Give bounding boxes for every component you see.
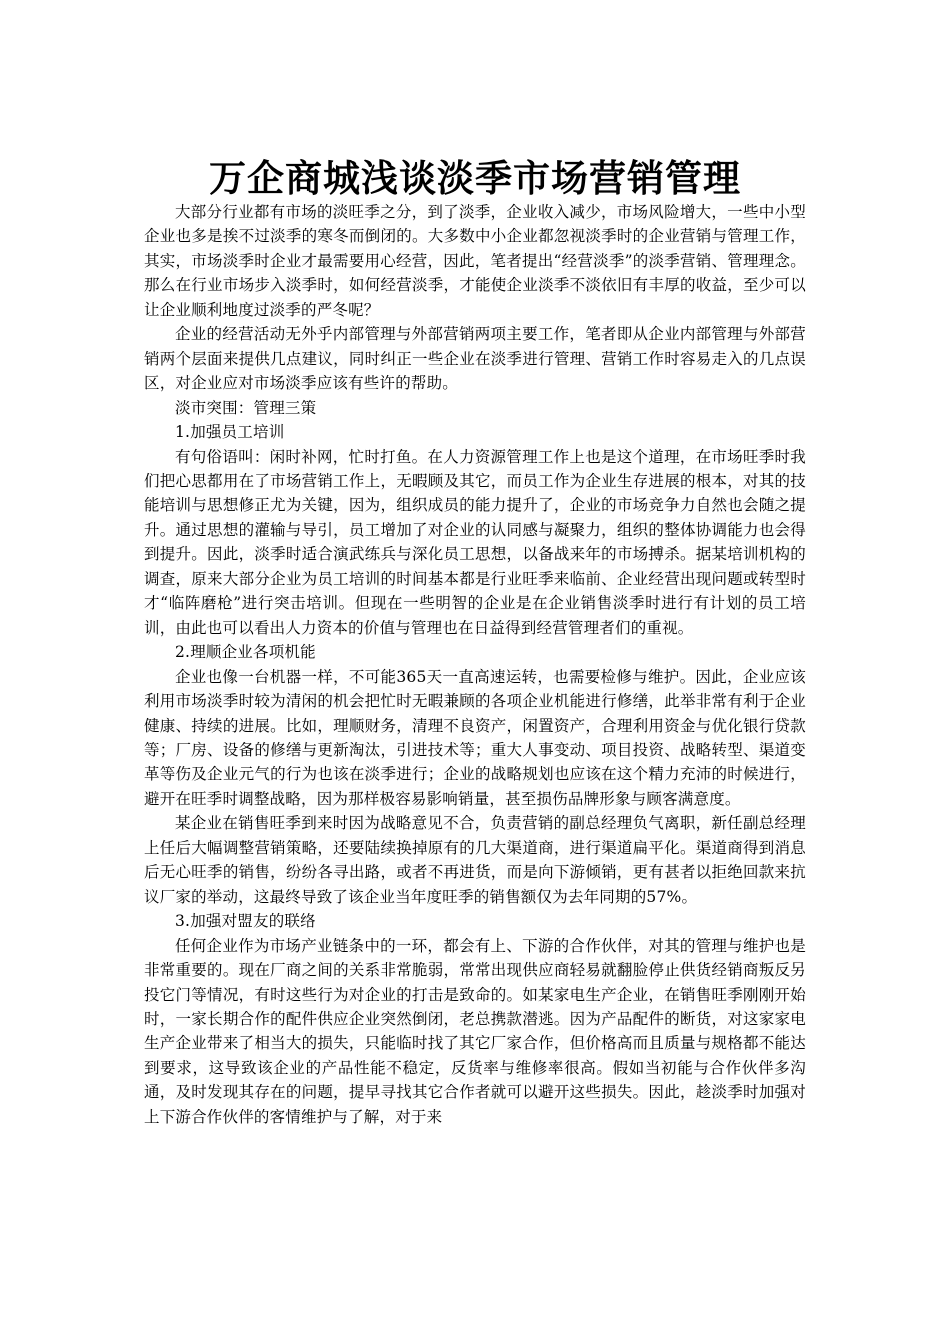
paragraph-overview: 企业的经营活动无外乎内部管理与外部营销两项主要工作，笔者即从企业内部管理与外部营销两个层面来提供几点建议，同时纠正一些企业在淡季进行管理、营销工作时容易走入的几点误区，对企业应对市场淡季应该有些许的帮助。 [144, 325, 806, 393]
document-title: 万企商城浅谈淡季市场营销管理 [209, 155, 741, 200]
paragraph-intro: 大部分行业都有市场的淡旺季之分，到了淡季，企业收入减少，市场风险增大，一些中小型企业也多是挨不过淡季的寒冬而倒闭的。大多数中小企业都忽视淡季时的企业营销与管理工作，其实，市场淡季时企业才最需要用心经营，因此，笔者提出“经营淡季”的淡季营销、管理理念。那么在行业市场步入淡季时，如何经营淡季，才能使企业淡季不淡依旧有丰厚的收益，至少可以让企业顺利地度过淡季的严冬呢？ [144, 203, 806, 319]
subheading-partner-contact: 3.加强对盟友的联络 [175, 912, 316, 931]
paragraph-case-example: 某企业在销售旺季到来时因为战略意见不合，负责营销的副总经理负气离职，新任副总经理上任后大幅调整营销策略，还要陆续换掉原有的几大渠道商，进行渠道扁平化。渠道商得到消息后无心旺季的销售，纷纷各寻出路，或者不再进货，而是向下游倾销，更有甚者以拒绝回款来抗议厂家的举动，这最终导致了该企业当年度旺季的销售额仅为去年同期的57%。 [144, 814, 806, 906]
paragraph-enterprise-functions: 企业也像一台机器一样，不可能365天一直高速运转，也需要检修与维护。因此，企业应该利用市场淡季时较为清闲的机会把忙时无暇兼顾的各项企业机能进行修缮，此举非常有利于企业健康、持续的进展。比如，理顺财务，清理不良资产，闲置资产，合理利用资金与优化银行贷款等；厂房、设备的修缮与更新淘汰，引进技术等；重大人事变动、项目投资、战略转型、渠道变革等伤及企业元气的行为也该在淡季进行；企业的战略规划也应该在这个精力充沛的时候进行，避开在旺季时调整战略，因为那样极容易影响销量，甚至损伤品牌形象与顾客满意度。 [144, 667, 806, 808]
paragraph-staff-training: 有句俗语叫：闲时补网，忙时打鱼。在人力资源管理工作上也是这个道理，在市场旺季时我们把心思都用在了市场营销工作上，无暇顾及其它，而员工作为企业生存进展的根本，对其的技能培训与思想修正尤为关键，因为，组织成员的能力提升了，企业的市场竞争力自然也会随之提升。通过思想的灌输与导引，员工增加了对企业的认同感与凝聚力，组织的整体协调能力也会得到提升。因此，淡季时适合演武练兵与深化员工思想，以备战来年的市场搏杀。据某培训机构的调查，原来大部分企业为员工培训的时间基本都是行业旺季来临前、企业经营出现问题或转型时才“临阵磨枪”进行突击培训。但现在一些明智的企业是在企业销售淡季时进行有计划的员工培训，由此也可以看出人力资本的价值与管理也在日益得到经营管理者们的重视。 [144, 447, 806, 637]
subheading-staff-training: 1.加强员工培训 [175, 423, 285, 442]
section-heading-management: 淡市突围：管理三策 [175, 398, 317, 417]
document-body [144, 200, 806, 1129]
subheading-enterprise-functions: 2.理顺企业各项机能 [175, 643, 316, 662]
paragraph-partner-contact: 任何企业作为市场产业链条中的一环，都会有上、下游的合作伙伴，对其的管理与维护也是非常重要的。现在厂商之间的关系非常脆弱，常常出现供应商轻易就翻脸停止供货经销商叛反另投它门等情况，有时这些行为对企业的打击是致命的。如某家电生产企业，在销售旺季刚刚开始时，一家长期合作的配件供应企业突然倒闭，老总携款潜逃。因为产品配件的断货，对这家家电生产企业带来了相当大的损失，只能临时找了其它厂家合作，但价格高而且质量与规格都不能达到要求，这导致该企业的产品性能不稳定，反货率与维修率很高。假如当初能与合作伙伴多沟通，及时发现其存在的问题，提早寻找其它合作者就可以避开这些损失。因此，趁淡季时加强对上下游合作伙伴的客情维护与了解，对于来 [144, 936, 806, 1126]
